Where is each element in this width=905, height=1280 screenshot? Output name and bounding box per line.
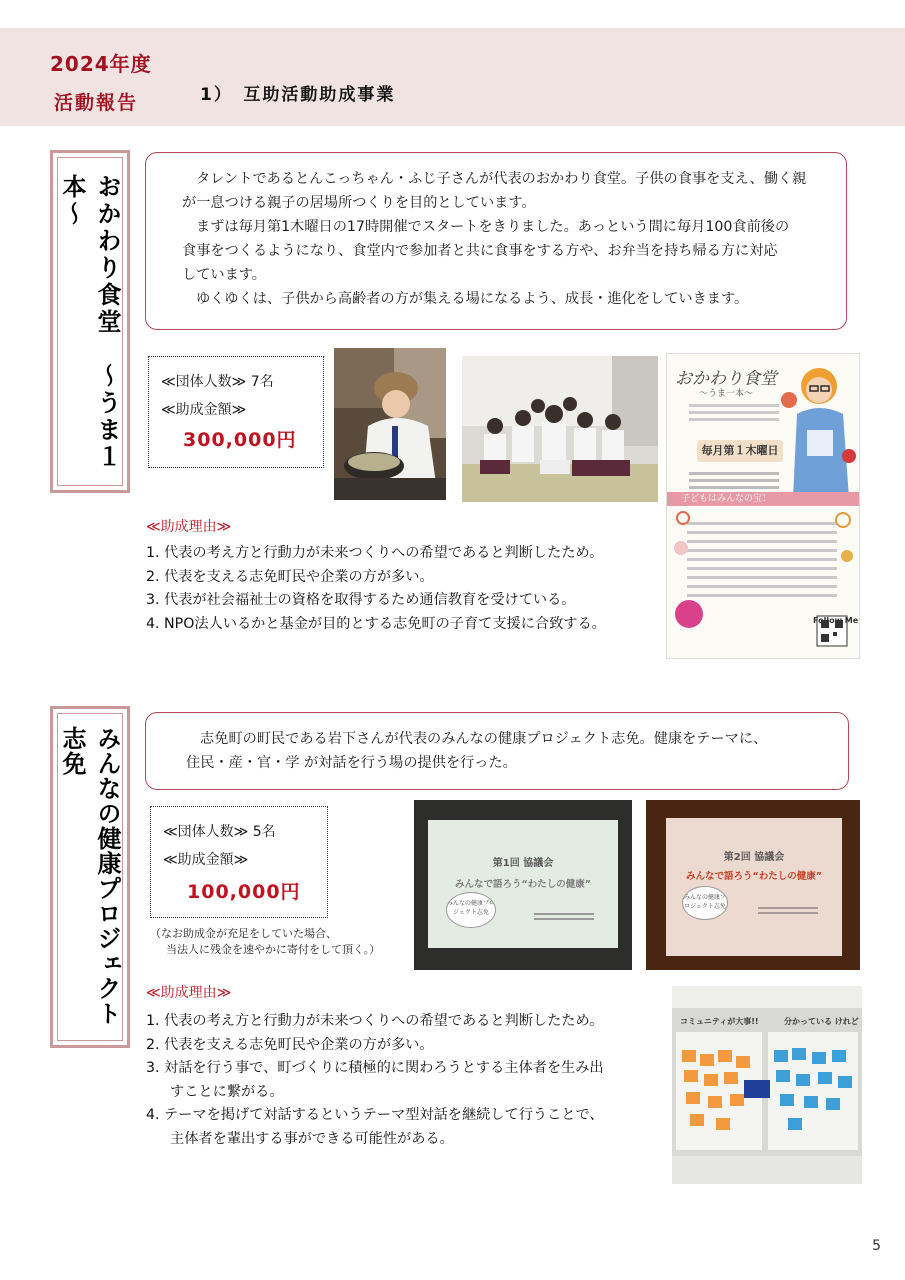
okawari-desc-line: が一息つける親子の居場所つくりを目的としています。 [182, 195, 536, 211]
flyer-schedule: 毎月第１木曜日 [697, 440, 783, 462]
reason-item: 2. 代表を支える志免町民や企業の方が多い。 [146, 1036, 434, 1053]
board-heading-2: 分かっている けれど [784, 1017, 859, 1026]
minna-reasons [146, 1010, 604, 1151]
reason-item: 3. 代表が社会福祉士の資格を取得するため通信教育を受けている。 [146, 592, 576, 608]
minna-reason-title: ≪助成理由≫ [146, 985, 232, 1001]
okawari-desc-line: まずは毎月第1木曜日の17時開催でスタートをきりました。あっという間に毎月100食前後の [196, 219, 790, 235]
flyer-mascot [777, 360, 857, 498]
reason-item: 2. 代表を支える志免町民や企業の方が多い。 [146, 568, 434, 585]
minna-grant-label: ≪助成金額≫ [163, 852, 249, 868]
minna-desc-line: 志免町の町民である岩下さんが代表のみんなの健康プロジェクト志免。健康をテーマに、 [200, 731, 768, 747]
reason-item: 主体者を輩出する事ができる可能性がある。 [170, 1130, 454, 1147]
okawari-desc-line: タレントであるとんこっちゃん・ふじ子さんが代表のおかわり食堂。子供の食事を支え、働く親 [196, 171, 807, 187]
okawari-reasons [146, 542, 606, 636]
slide-photo-1 [414, 800, 632, 970]
flyer-title: おかわり食堂 [675, 369, 777, 389]
minna-info-box [150, 806, 328, 918]
flyer-band: 子どもはみんなの宝！ [667, 492, 860, 506]
slide-photo-2 [646, 800, 860, 970]
note-line: 当法人に残金を速やかに寄付をして頂く。） [166, 943, 381, 956]
okawari-grant-label: ≪助成金額≫ [161, 402, 247, 418]
whiteboard-photo [672, 986, 862, 1184]
slide-2-headline: みんなで語ろう“わたしの健康” [686, 871, 822, 882]
okawari-reason-title: ≪助成理由≫ [146, 519, 232, 535]
okawari-grant-amount: 300,000円 [183, 429, 297, 451]
minna-title-box [50, 706, 130, 1048]
group-photo [462, 356, 658, 502]
minna-note [150, 926, 380, 958]
minna-members: ≪団体人数≫ 5名 [163, 824, 276, 840]
okawari-members: ≪団体人数≫ 7名 [161, 374, 274, 390]
flyer-subtitle: 〜うま一本〜 [699, 389, 754, 399]
note-line: （なお助成金が充足をしていた場合、 [150, 927, 337, 940]
minna-description [145, 712, 849, 790]
okawari-desc-line: しています。 [182, 267, 266, 283]
okawari-description [145, 152, 847, 330]
slide-1-title: 第1回 協議会 [492, 858, 554, 869]
flyer-follow: Follow Me [813, 616, 859, 625]
okawari-title: おかわり食堂 ～うま１本～ [58, 174, 121, 471]
reason-item: 1. 代表の考え方と行動力が未来つくりへの希望であると判断したため。 [146, 1013, 604, 1029]
reason-item: すことに繋がる。 [170, 1083, 284, 1100]
report-label: 活動報告 [54, 92, 139, 114]
cooking-photo [334, 348, 446, 500]
section-title: 1） 互助活動助成事業 [200, 85, 396, 105]
reason-item: 4. NPO法人いるかと基金が目的とする志免町の子育て支援に合致する。 [146, 615, 606, 632]
okawari-info-box [148, 356, 324, 468]
slide-2-title: 第2回 協議会 [723, 852, 785, 863]
minna-grant-amount: 100,000円 [187, 881, 301, 903]
okawari-desc-line: 食事をつくるようになり、食堂内で参加者と共に食事をする方や、お弁当を持ち帰る方に対応 [182, 243, 778, 259]
page-number: 5 [872, 1238, 881, 1254]
board-heading-1: コミュニティが大事!! [680, 1017, 759, 1026]
slide-1-headline: みんなで語ろう“わたしの健康” [455, 879, 591, 890]
minna-title: みんなの健康プロジェクト志免 [58, 726, 121, 1026]
okawari-title-box [50, 150, 130, 493]
minna-desc-line: 住民・産・官・学 が対話を行う場の提供を行った。 [186, 755, 517, 771]
reason-item: 4. テーマを掲げて対話するというテーマ型対話を継続して行うことで、 [146, 1107, 604, 1123]
year-label: 2024年度 [50, 52, 152, 76]
okawari-flyer [666, 353, 860, 659]
slide-2-circle: みんなの健康プロジェクト志免 [682, 886, 728, 920]
reason-item: 3. 対話を行う事で、町づくりに積極的に関わろうとする主体者を生み出 [146, 1060, 604, 1076]
reason-item: 1. 代表の考え方と行動力が未来つくりへの希望であると判断したため。 [146, 545, 604, 561]
okawari-desc-line: ゆくゆくは、子供から高齢者の方が集える場になるよう、成長・進化をしていきます。 [196, 291, 749, 307]
slide-1-circle: みんなの健康プロジェクト志免 [446, 892, 496, 928]
